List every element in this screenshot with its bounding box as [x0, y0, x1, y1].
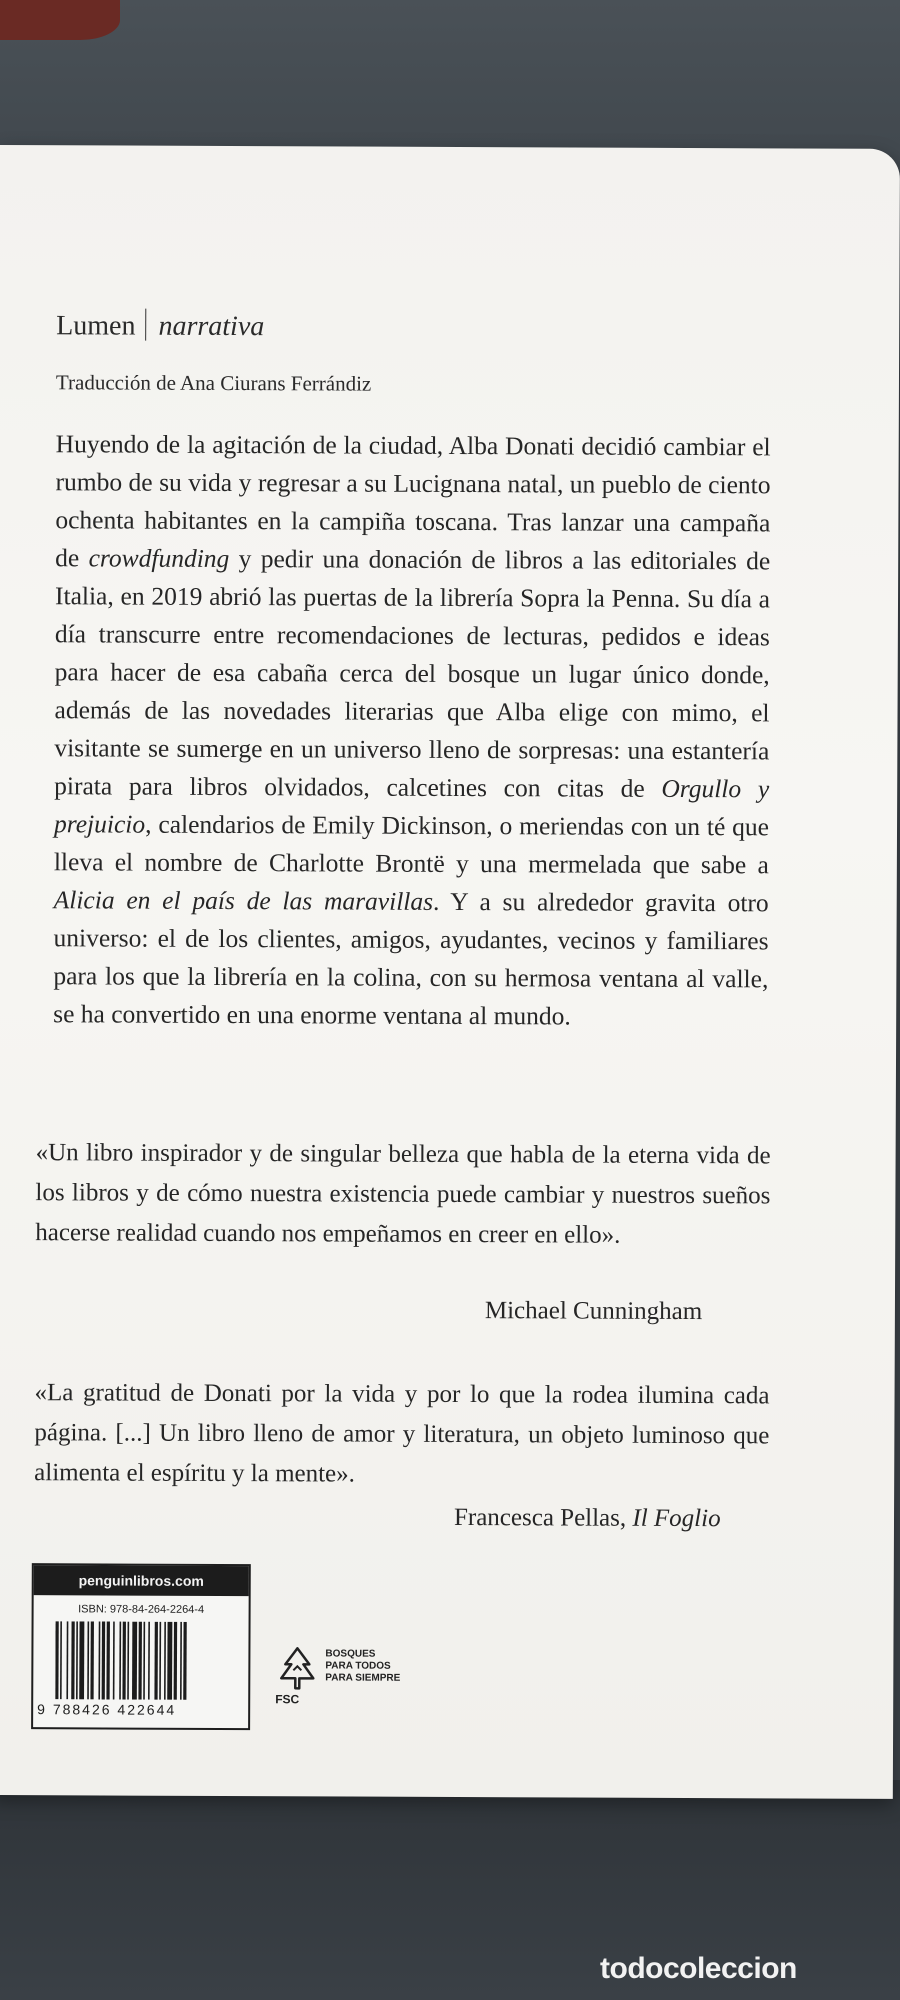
publisher-name: Lumen — [56, 310, 136, 342]
fsc-slogan-line-1: BOSQUES — [325, 1648, 376, 1660]
fsc-label: FSC — [275, 1692, 300, 1707]
book-back-cover — [0, 145, 900, 1799]
synopsis-italic-title: crowdfunding — [88, 543, 230, 574]
synopsis-italic-title: Orgullo y prejuicio — [53, 773, 770, 839]
quote-2-source: Il Foglio — [632, 1504, 721, 1533]
imprint-divider — [145, 309, 146, 341]
publisher-imprint — [56, 308, 264, 343]
quote-2: «La gratitud de Donati por la vida y por lo que la rodea ilumina cada página. [...] Un libro lleno de amor y literatura, un objeto luminoso que alimenta el espíritu y la mente». — [34, 1379, 770, 1488]
quote-2-author: Francesca Pellas, — [453, 1503, 633, 1532]
fsc-slogan-line-2: PARA TODOS — [325, 1660, 391, 1672]
ean-digits: 9 788426 422644 — [37, 1701, 177, 1718]
synopsis-text: Huyendo de la agitación de la ciudad, Alba Donati decidió cambiar el rumbo de su vida y regresar a su Lucignana natal, un pueblo de ciento ochenta habitantes en la campiña toscana. Tras lanzar una campaña de — [55, 429, 771, 573]
quote-1: «Un libro inspirador y de singular belleza que habla de la eterna vida de los libros y de cómo nuestra existencia puede cambiar y nuestros sueños hacerse realidad cuando nos empeñamos en creer en ello». — [35, 1139, 771, 1249]
translator-credit: Traducción de Ana Ciurans Ferrándiz — [55, 370, 372, 396]
barcode-icon — [55, 1621, 227, 1700]
background-object — [0, 0, 120, 40]
isbn-text: ISBN: 978-84-264-2264-4 — [78, 1603, 205, 1616]
watermark: todocoleccion — [600, 1952, 797, 1985]
fsc-tree-icon — [273, 1644, 321, 1692]
synopsis-text: , calendarios de Emily Dickinson, o meriendas con un té que lleva el nombre de Charlotte Brontë y una mermelada que sabe a — [53, 809, 770, 880]
website-label: penguinlibros.com — [34, 1565, 249, 1596]
fsc-slogan-line-3: PARA SIEMPRE — [325, 1672, 401, 1684]
barcode-panel — [31, 1563, 251, 1730]
synopsis-text: . Y a su alrededor gravita otro universo: el de los clientes, amigos, ayudantes, vecinos y familiares para los que la librería en la colina, con su hermosa ventana al valle, se ha convertido en una enorme ventana al mundo. — [53, 886, 769, 1031]
collection-name: narrativa — [158, 310, 265, 343]
fsc-slogan — [325, 1648, 400, 1684]
synopsis-text: y pedir una donación de libros a las editoriales de Italia, en 2019 abrió las puertas de la librería Sopra la Penna. Su día a día transcurre entre recomendaciones de lecturas, pedidos e ideas para hacer de esa cabaña cerca del bosque un lugar único donde, además de las novedades literarias que Alba elige con mimo, el visitante se sumerge en un universo lleno de sorpresas: una estantería pirata para libros olvidados, calcetines con citas de — [54, 544, 771, 803]
synopsis — [53, 425, 771, 1036]
quote-2-attribution — [454, 1504, 721, 1533]
synopsis-italic-title: Alicia en el país de las maravillas — [53, 885, 434, 916]
quote-1-author: Michael Cunningham — [484, 1297, 703, 1326]
fsc-logo — [273, 1644, 443, 1715]
synopsis-paragraph — [53, 425, 771, 1036]
